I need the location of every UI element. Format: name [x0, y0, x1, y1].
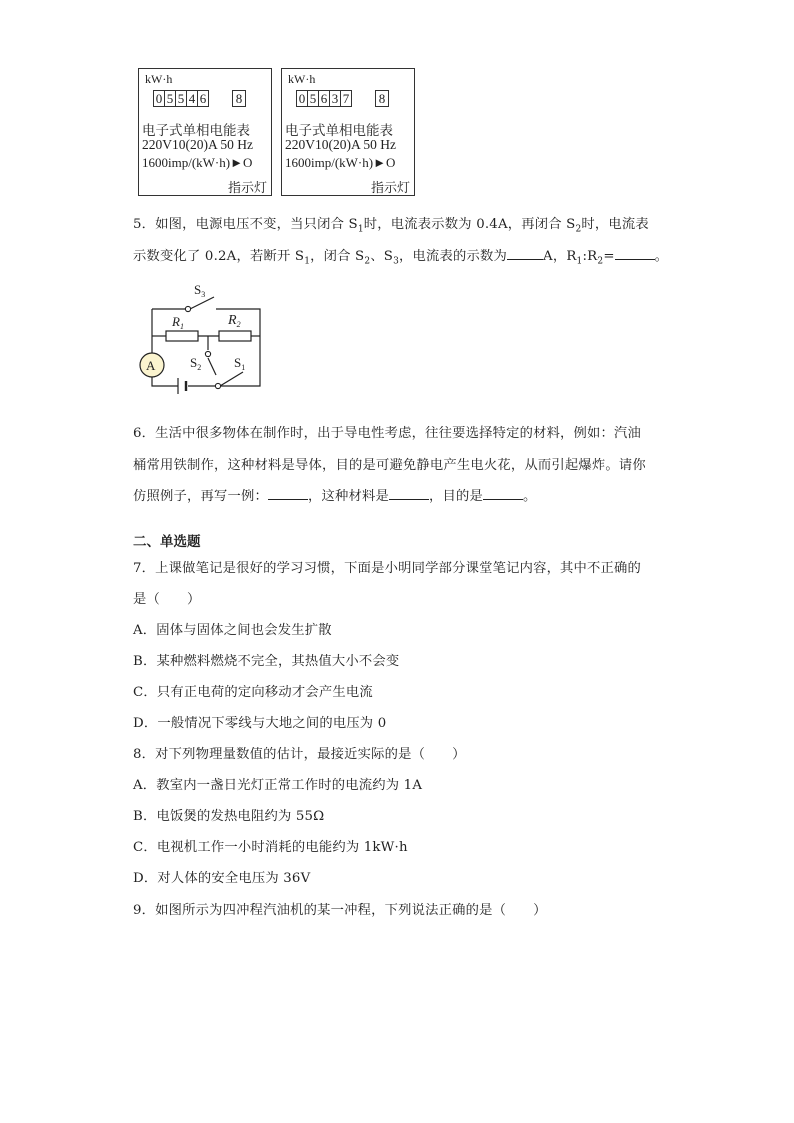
meter-rating: 220V10(20)A 50 Hz	[142, 137, 253, 152]
answer-blank[interactable]	[389, 487, 429, 500]
energy-meter-2	[281, 68, 415, 196]
r2-label: $R_2$	[228, 313, 241, 329]
section-heading: 二、单选题	[133, 534, 201, 550]
q9-stem: 9．如图所示为四冲程汽油机的某一冲程，下列说法正确的是（ ）	[133, 903, 547, 918]
meter-constant: 1600imp/(kW·h)►O	[142, 155, 253, 170]
resistor-r1	[166, 331, 198, 341]
q7-stem-line-1: 7．上课做笔记是很好的学习习惯，下面是小明同学部分课堂笔记内容，其中不正确的	[133, 561, 642, 576]
q8-option-a[interactable]: A．教室内一盏日光灯正常工作时的电流约为 1A	[133, 778, 423, 793]
q7-option-d[interactable]: D．一般情况下零线与大地之间的电压为 0	[133, 716, 387, 731]
meter-constant: 1600imp/(kW·h)►O	[285, 155, 396, 170]
meter-decimal-digit: 8	[232, 90, 246, 107]
s1-label: $S_1$	[234, 355, 246, 372]
digit: 5	[307, 90, 319, 107]
s2-label: $S_2$	[190, 355, 202, 372]
energy-meter-1	[138, 68, 272, 196]
answer-blank[interactable]	[615, 247, 655, 260]
answer-blank[interactable]	[483, 487, 523, 500]
digit: 5	[164, 90, 176, 107]
q5-line-2: 示数变化了 0.2A，若断开 $S_1$，闭合 $S_2$、$S_3$，电流表的示数为 A，$R_1:R_2=$ 。	[133, 249, 669, 267]
digit: 6	[197, 90, 209, 107]
q5-line-1: 5．如图，电源电压不变，当只闭合 $S_1$时，电流表示数为 0.4A，再闭合 $S_2$时，电流表	[133, 217, 649, 235]
answer-blank[interactable]	[268, 487, 308, 500]
digit: 0	[153, 90, 165, 107]
resistor-r2	[219, 331, 251, 341]
r1-label: $R_1$	[172, 314, 184, 331]
meter-digits	[153, 90, 208, 108]
digit: 5	[175, 90, 187, 107]
digit: 3	[329, 90, 341, 107]
s3-label: $S_3$	[194, 282, 206, 299]
q7-option-a[interactable]: A．固体与固体之间也会发生扩散	[133, 623, 332, 638]
digit: 7	[340, 90, 352, 107]
meter-rating: 220V10(20)A 50 Hz	[285, 137, 396, 152]
q8-option-b[interactable]: B．电饭煲的发热电阻约为 55Ω	[133, 809, 325, 824]
meter-decimal-digit: 8	[375, 90, 389, 107]
meter-digits	[296, 90, 351, 108]
indicator-label: 指示灯	[227, 180, 267, 195]
circuit-diagram	[130, 278, 270, 398]
q6-line-1: 6．生活中很多物体在制作时，出于导电性考虑，往往要选择特定的材料，例如：汽油	[133, 426, 642, 441]
indicator-label: 指示灯	[370, 180, 410, 195]
q7-option-c[interactable]: C．只有正电荷的定向移动才会产生电流	[133, 685, 373, 700]
meter-unit: kW·h	[145, 72, 173, 86]
digit: 4	[186, 90, 198, 107]
meter-unit: kW·h	[288, 72, 316, 86]
q7-stem-line-2: 是（ ）	[133, 592, 201, 607]
ammeter-label: A	[146, 358, 156, 373]
q8-option-c[interactable]: C．电视机工作一小时消耗的电能约为 1kW·h	[133, 840, 408, 855]
digit: 6	[318, 90, 330, 107]
answer-blank[interactable]	[507, 247, 543, 260]
q7-option-b[interactable]: B．某种燃料燃烧不完全，其热值大小不会变	[133, 654, 400, 669]
q6-line-3: 仿照例子，再写一例： ，这种材料是 ，目的是 。	[133, 489, 537, 504]
digit: 0	[296, 90, 308, 107]
q6-line-2: 桶常用铁制作，这种材料是导体，目的是可避免静电产生电火花，从而引起爆炸。请你	[133, 458, 646, 473]
q8-option-d[interactable]: D．对人体的安全电压为 36V	[133, 871, 311, 886]
meter-type: 电子式单相电能表	[285, 123, 393, 138]
q8-stem: 8．对下列物理量数值的估计，最接近实际的是（ ）	[133, 747, 466, 762]
meter-type: 电子式单相电能表	[142, 123, 250, 138]
